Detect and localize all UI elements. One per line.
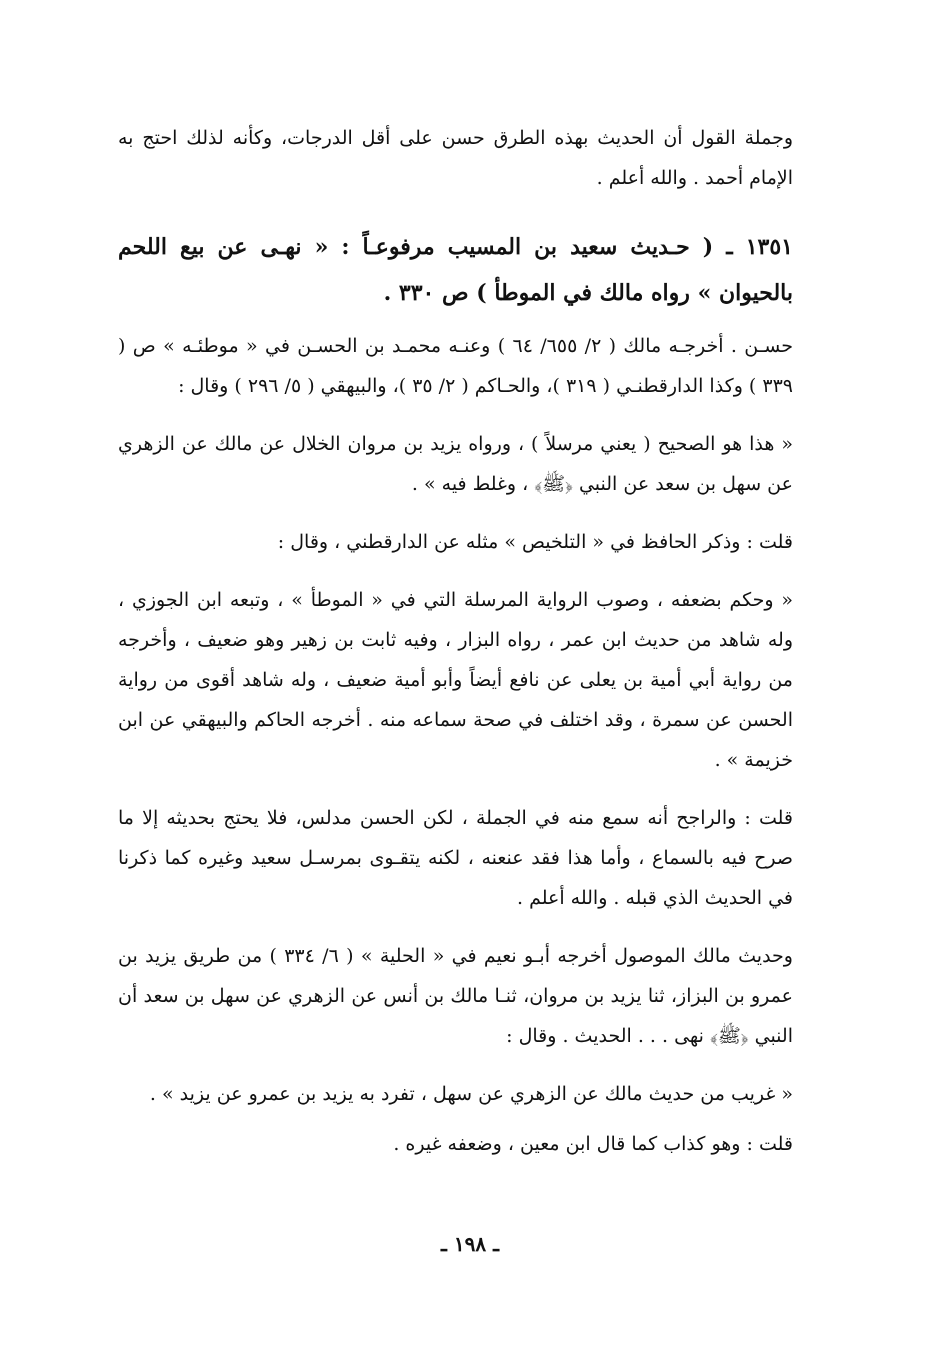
- paragraph-quote-bayhaqi: « هذا هو الصحيح ( يعني مرسلاً ) ، ورواه يزيد بن مروان الخلال عن مالك عن الزهري عن سهل بن سعد عن النبي ﴿ﷺ﴾ ، وغلط فيه » .: [118, 433, 793, 495]
- page-body: [118, 118, 793, 1164]
- paragraph-quote-gharib: « غريب من حديث مالك عن الزهري عن سهل ، تفرد به يزيد بن عمرو عن يزيد » .: [149, 1083, 793, 1105]
- hadith-heading-1351: ١٣٥١ ـ ( حـديث سعيد بن المسيب مرفوعـاً : « نهـى عن بيع اللحم بالحيوان » رواه مالك في الموطأ ) ص ٣٣٠ .: [118, 234, 793, 306]
- paragraph-rajih: قلت : والراجح أنه سمع منه في الجملة ، لكن الحسن مدلس، فلا يحتج بحديثه إلا ما صرح فيه بالسماع ، وأما هذا فقد عنعنه ، لكنه يتقـوى بمرسـل سعيد وغيره كما ذكرنا في الحديث الذي قبله . والله أعلم .: [118, 807, 793, 909]
- paragraph-conclusion: وجملة القول أن الحديث بهذه الطرق حسن على أقل الدرجات، وكأنه لذلك احتج به الإمام أحمد . والله أعلم .: [118, 127, 793, 189]
- paragraph-hilya: وحديث مالك الموصول أخرجه أبـو نعيم في « الحلية » ( ٦/ ٣٣٤ ) من طريق يزيد بن عمرو بن البزاز، ثنا يزيد بن مروان، ثنـا مالك بن أنس عن الزهري عن سهل بن سعد أن النبي ﴿ﷺ﴾ نهى . . . الحديث . وقال :: [118, 945, 793, 1047]
- paragraph-kadhdhab: قلت : وهو كذاب كما قال ابن معين ، وضعفه غيره .: [393, 1133, 793, 1155]
- paragraph-quote-talkhis: « وحكم بضعفه ، وصوب الرواية المرسلة التي في « الموطأ » ، وتبعه ابن الجوزي ، وله شاهد من حديث ابن عمر ، رواه البزار ، وفيه ثابت بن زهير وهو ضعيف ، وأخرجه من رواية أبي أمية بن يعلى عن نافع أيضاً وأبو أمية ضعيف ، وله شاهد أقوى من رواية الحسن عن سمرة ، وقد اختلف في صحة سماعه منه . أخرجه الحاكم والبيهقي عن ابن خزيمة » .: [118, 589, 793, 771]
- paragraph-talkhis: قلت : وذكر الحافظ في « التلخيص » مثله عن الدارقطني ، وقال :: [277, 531, 793, 553]
- paragraph-takhrij: حسـن . أخرجـه مالك ( ٢/ ٦٥٥/ ٦٤ ) وعنـه محمـد بن الحسـن في « موطئـه » ص ( ٣٣٩ ) وكذا الدارقطنـي ( ٣١٩ )، والحـاكم ( ٢/ ٣٥ )، والبيهقي ( ٥/ ٢٩٦ ) وقال :: [118, 335, 793, 397]
- page-number: ـ ١٩٨ ـ: [441, 1232, 499, 1256]
